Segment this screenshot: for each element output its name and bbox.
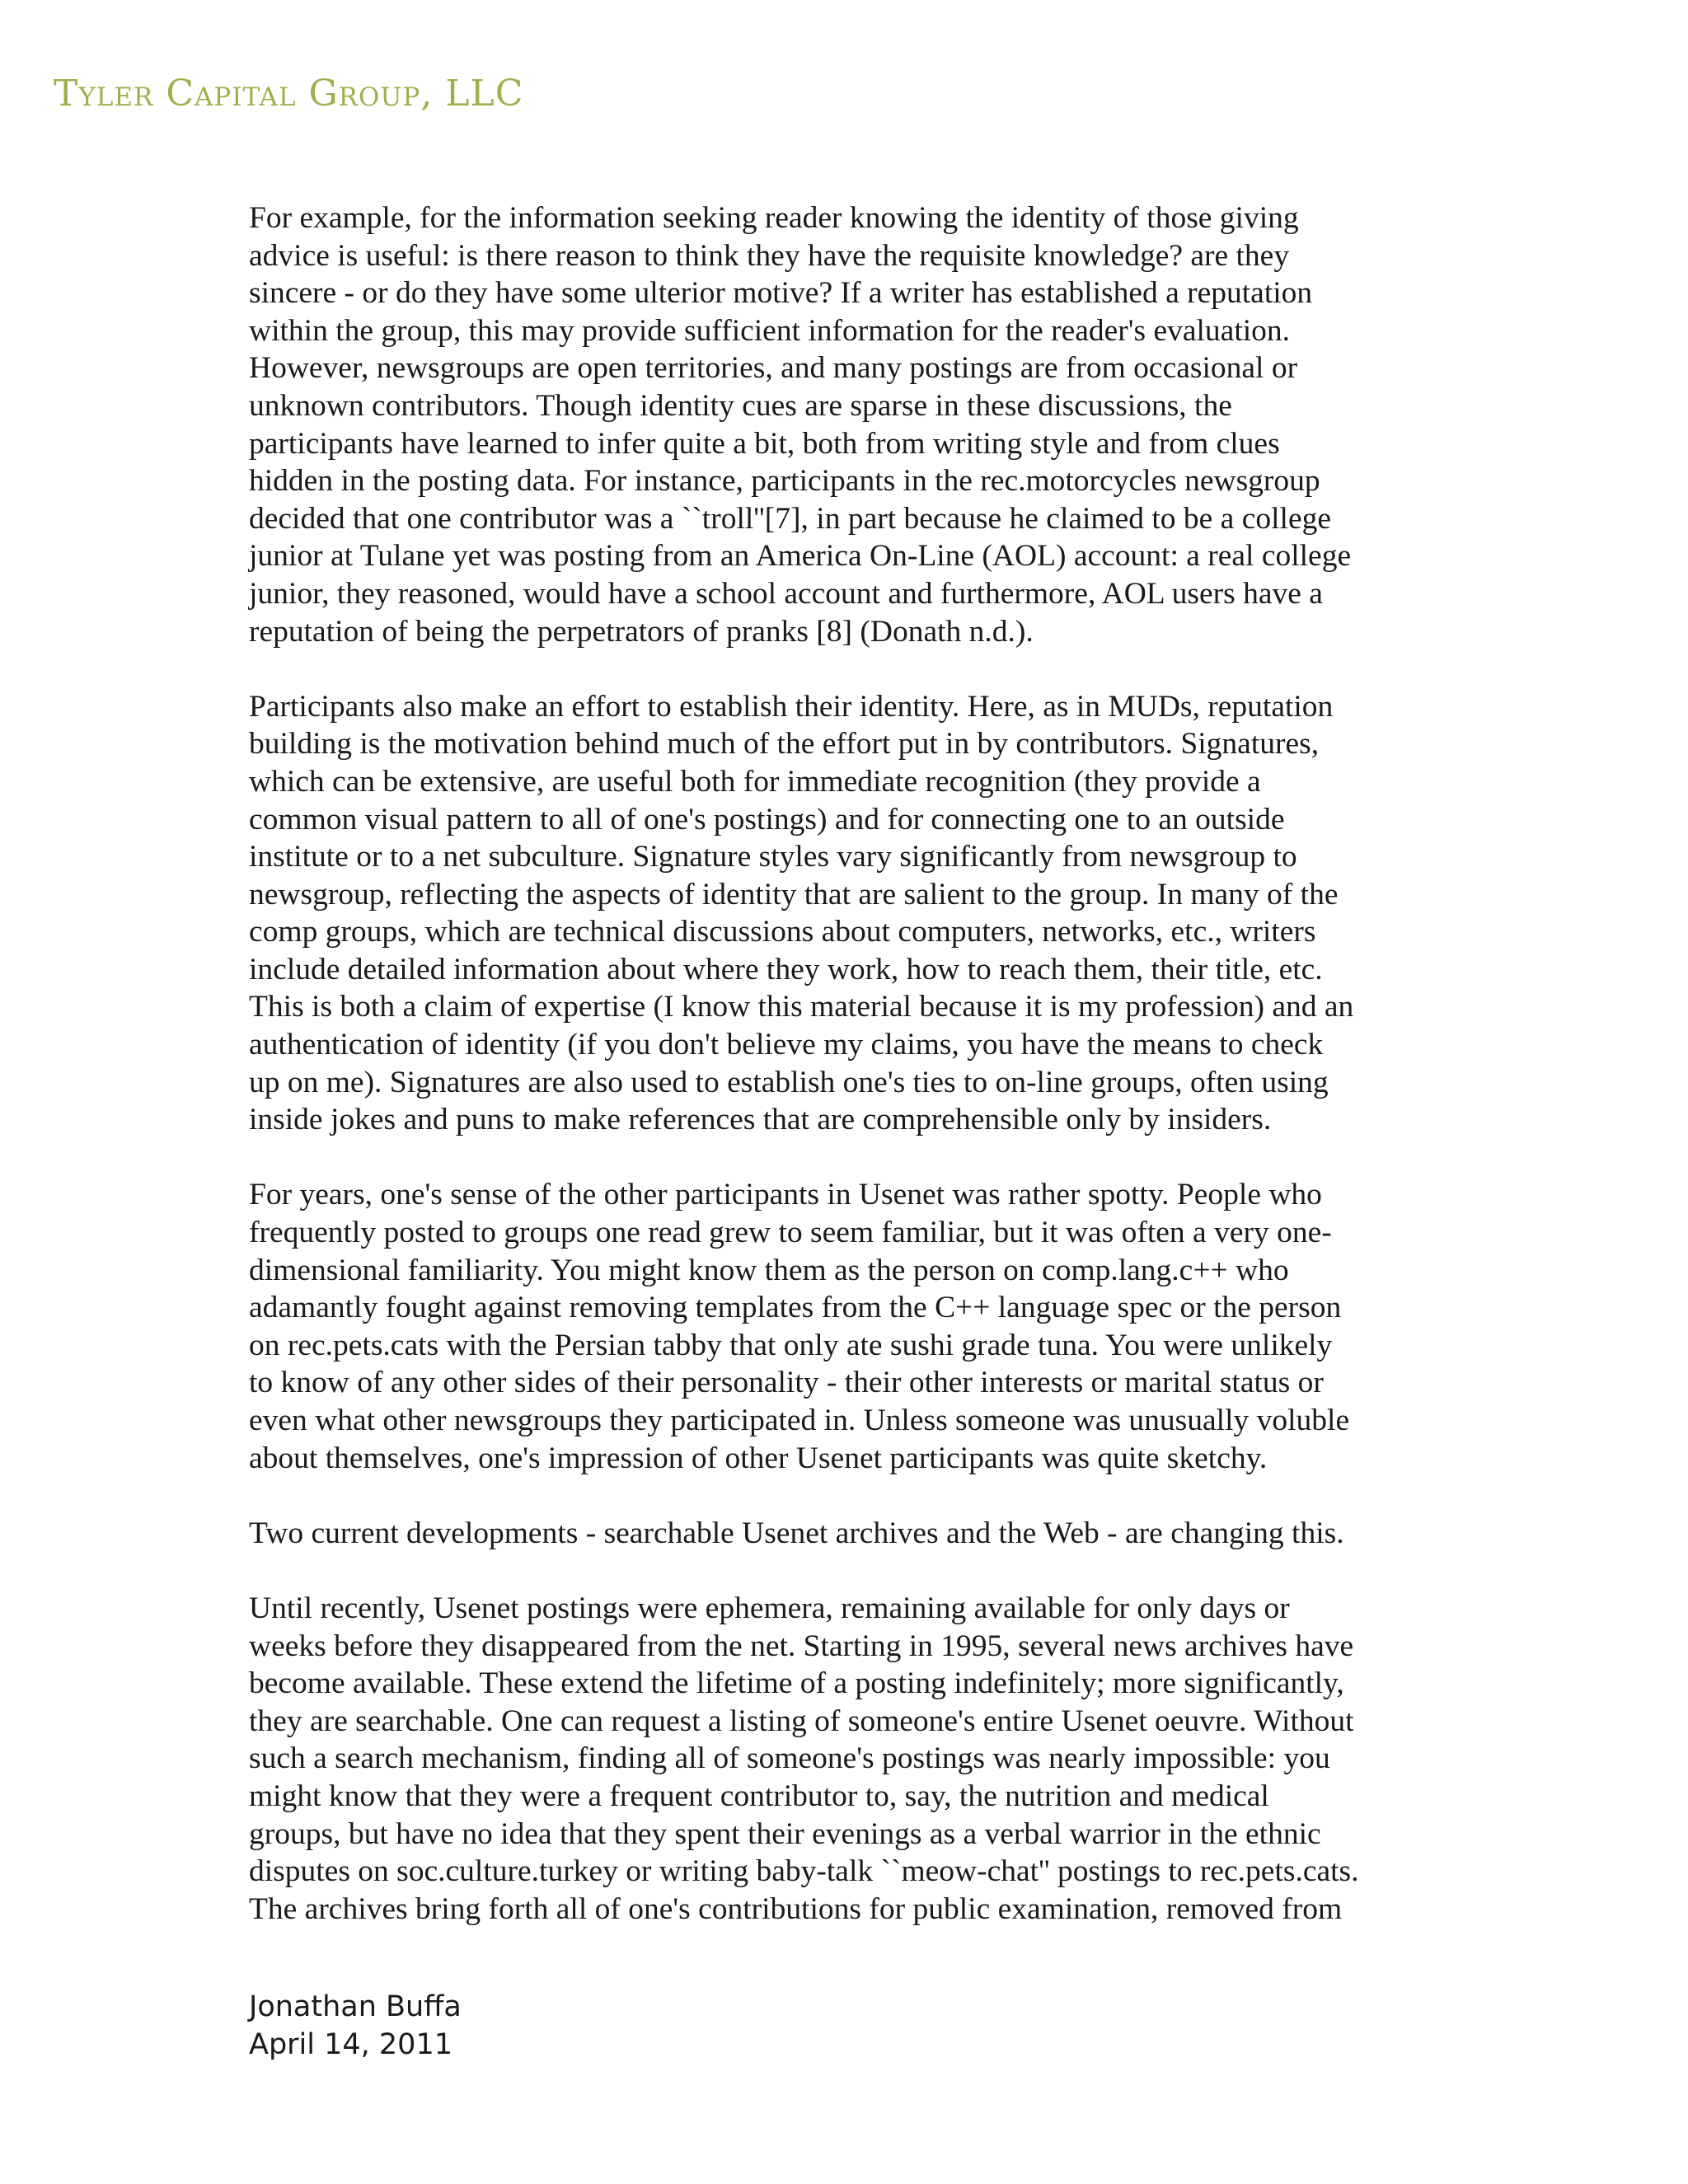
text-line: Participants also make an effort to establish their identity. Here, as in MUDs, reputation [249, 689, 1334, 724]
paragraph-3 [249, 1176, 1452, 1477]
text-line: include detailed information about where they work, how to reach them, their title, etc. [249, 952, 1323, 987]
author-name: Jonathan Buffa [249, 1990, 462, 2023]
text-line: authentication of identity (if you don't believe my claims, you have the means to check [249, 1028, 1324, 1062]
text-line: For years, one's sense of the other participants in Usenet was rather spotty. People who [249, 1178, 1322, 1212]
text-line: they are searchable. One can request a listing of someone's entire Usenet oeuvre. Without [249, 1704, 1354, 1738]
text-line: which can be extensive, are useful both for immediate recognition (they provide a [249, 764, 1261, 799]
document-date: April 14, 2011 [249, 2028, 452, 2061]
text-line: weeks before they disappeared from the net. Starting in 1995, several news archives have [249, 1629, 1354, 1663]
text-line: to know of any other sides of their personality - their other interests or marital status or [249, 1366, 1324, 1400]
text-line: such a search mechanism, finding all of someone's postings was nearly impossible: you [249, 1741, 1330, 1776]
text-line: This is both a claim of expertise (I know this material because it is my profession) and an [249, 990, 1354, 1024]
text-line: The archives bring forth all of one's contributions for public examination, removed from [249, 1891, 1343, 1926]
text-line: about themselves, one's impression of other Usenet participants was quite sketchy. [249, 1441, 1268, 1475]
text-line: hidden in the posting data. For instance, participants in the rec.motorcycles newsgroup [249, 464, 1320, 499]
paragraph-2 [249, 688, 1452, 1139]
text-line: junior, they reasoned, would have a school account and furthermore, AOL users have a [249, 576, 1323, 611]
text-line: frequently posted to groups one read grew to seem familiar, but it was often a very one- [249, 1216, 1332, 1250]
text-line: even what other newsgroups they participated in. Unless someone was unusually voluble [249, 1404, 1350, 1437]
text-line: on rec.pets.cats with the Persian tabby that only ate sushi grade tuna. You were unlikely [249, 1328, 1333, 1362]
text-line: comp groups, which are technical discussions about computers, networks, etc., writers [249, 915, 1316, 949]
text-line: building is the motivation behind much of the effort put in by contributors. Signatures, [249, 727, 1320, 762]
paragraph-1 [249, 199, 1452, 650]
paragraph-4 [249, 1515, 1452, 1553]
text-line: institute or to a net subculture. Signature styles vary significantly from newsgroup to [249, 840, 1297, 874]
text-line: inside jokes and puns to make references that are comprehensible only by insiders. [249, 1103, 1272, 1137]
text-line: sincere - or do they have some ulterior motive? If a writer has established a reputation [249, 276, 1313, 311]
text-line: decided that one contributor was a ``troll''[7], in part because he claimed to be a college [249, 501, 1331, 536]
text-line: advice is useful: is there reason to think they have the requisite knowledge? are they [249, 238, 1290, 273]
text-line: might know that they were a frequent contributor to, say, the nutrition and medical [249, 1779, 1269, 1813]
text-line: junior at Tulane yet was posting from an America On-Line (AOL) account: a real college [249, 539, 1352, 574]
text-line: Until recently, Usenet postings were ephemera, remaining available for only days or [249, 1591, 1290, 1625]
document-body [249, 199, 1452, 1966]
text-line: adamantly fought against removing templates from the C++ language spec or the person [249, 1291, 1342, 1325]
company-name: Tyler Capital Group, LLC [54, 73, 524, 115]
text-line: groups, but have no idea that they spent their evenings as a verbal warrior in the ethnic [249, 1816, 1321, 1851]
document-footer [249, 1988, 462, 2064]
text-line: disputes on soc.culture.turkey or writing baby-talk ``meow-chat'' postings to rec.pets.cats. [249, 1854, 1359, 1889]
text-line: For example, for the information seeking reader knowing the identity of those giving [249, 201, 1299, 235]
text-line: become available. These extend the lifetime of a posting indefinitely; more significantly, [249, 1666, 1344, 1701]
paragraph-5 [249, 1590, 1452, 1928]
text-line: up on me). Signatures are also used to establish one's ties to on-line groups, often using [249, 1065, 1329, 1099]
text-line: newsgroup, reflecting the aspects of identity that are salient to the group. In many of the [249, 877, 1339, 912]
text-line: dimensional familiarity. You might know them as the person on comp.lang.c++ who [249, 1253, 1289, 1287]
text-line: unknown contributors. Though identity cues are sparse in these discussions, the [249, 388, 1232, 423]
text-line: within the group, this may provide sufficient information for the reader's evaluation. [249, 313, 1291, 348]
text-line: reputation of being the perpetrators of pranks [8] (Donath n.d.). [249, 614, 1034, 649]
text-line: participants have learned to infer quite a bit, both from writing style and from clues [249, 426, 1280, 461]
text-line: However, newsgroups are open territories, and many postings are from occasional or [249, 351, 1298, 386]
text-line: common visual pattern to all of one's postings) and for connecting one to an outside [249, 802, 1285, 837]
text-line: Two current developments - searchable Usenet archives and the Web - are changing this. [249, 1516, 1344, 1550]
